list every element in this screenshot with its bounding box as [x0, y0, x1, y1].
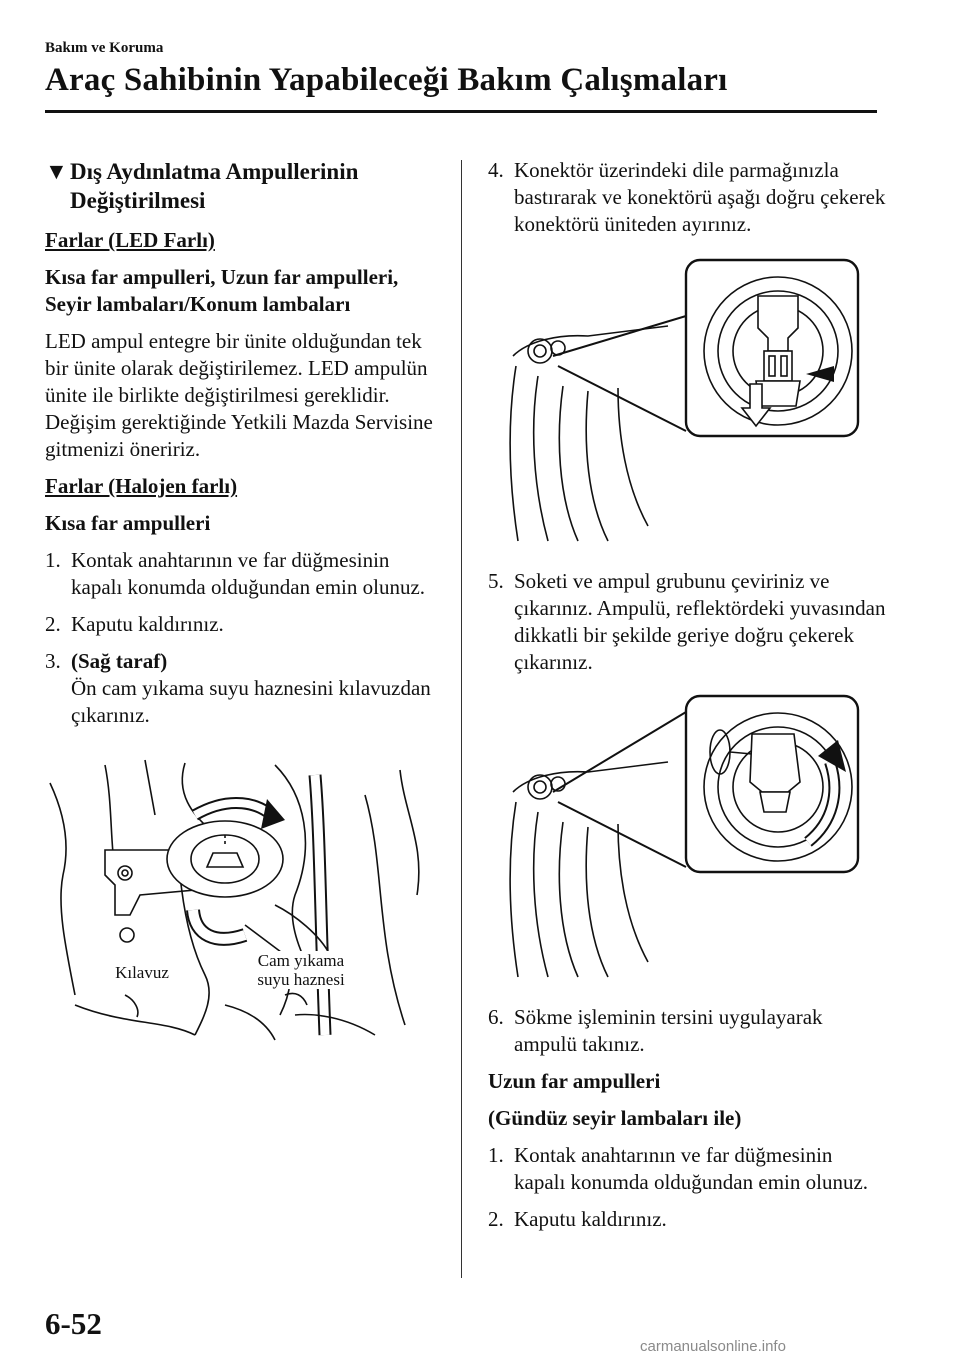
step-item: [45, 547, 445, 601]
step-text: Sökme işleminin tersini uygulayarak ampulü takınız.: [514, 1005, 823, 1056]
column-divider: [461, 160, 462, 1278]
title-rule: [45, 110, 877, 113]
reservoir-label: Cam yıkama suyu haznesi: [245, 951, 357, 989]
low-beam-title: Kısa far ampulleri: [45, 511, 211, 535]
step-text: Konektör üzerindeki dile parmağınızla bastırarak ve konektörü aşağı doğru çekerek konektörü üniteden ayırınız.: [514, 158, 886, 236]
triangle-marker-icon: ▼: [45, 159, 68, 184]
led-paragraph: LED ampul entegre bir ünite olduğundan tek bir ünite olarak değiştirilemez. LED ampulün ünite ile birlikte değiştirilmesi gereklidir. Değişim gerektiğinde Yetkili Mazda Servisine gitmenizi öneririz.: [45, 329, 433, 461]
washer-reservoir-figure: [45, 755, 445, 1045]
step-text: Kontak anahtarının ve far düğmesinin kapalı konumda olduğundan emin olunuz.: [71, 548, 426, 599]
step-item: [488, 1142, 888, 1196]
step-number: 6.: [488, 1005, 504, 1029]
section-heading-text: Dış Aydınlatma Ampullerinin Değiştirilmesi: [70, 159, 359, 213]
connector-illustration: [488, 256, 868, 546]
step-text: Kaputu kaldırınız.: [71, 612, 224, 636]
right-column: [488, 157, 888, 1243]
step-text: Ön cam yıkama suyu haznesini kılavuzdan çıkarınız.: [71, 676, 431, 727]
step-number: 1.: [45, 548, 61, 572]
step-number: 1.: [488, 1143, 504, 1167]
breadcrumb: Bakım ve Koruma: [45, 40, 164, 56]
step-side-label: (Sağ taraf): [71, 649, 168, 673]
page-number: 6-52: [45, 1306, 102, 1341]
left-column: [45, 157, 445, 1045]
page-title: Araç Sahibinin Yapabileceği Bakım Çalışmaları: [45, 62, 728, 98]
step-item: [488, 1004, 888, 1058]
guide-label: Kılavuz: [107, 963, 177, 982]
step-number: 4.: [488, 158, 504, 182]
connector-figure: [488, 256, 868, 546]
step-number: 5.: [488, 569, 504, 593]
led-bulbs-subtitle: Kısa far ampulleri, Uzun far ampulleri, Seyir lambaları/Konum lambaları: [45, 265, 399, 316]
step-number: 2.: [488, 1207, 504, 1231]
step-item: [488, 568, 888, 676]
step-number: 3.: [45, 649, 61, 673]
step-text-group: [71, 648, 445, 729]
high-beam-title: Uzun far ampulleri: [488, 1069, 661, 1093]
led-headlights-title: Farlar (LED Farlı): [45, 228, 215, 252]
step-item: [45, 648, 445, 729]
step-number: 2.: [45, 612, 61, 636]
step-item: [45, 611, 445, 638]
step-text: Kaputu kaldırınız.: [514, 1207, 667, 1231]
socket-rotate-figure: [488, 692, 868, 982]
step-text: Kontak anahtarının ve far düğmesinin kapalı konumda olduğundan emin olunuz.: [514, 1143, 869, 1194]
step-item: [488, 157, 888, 238]
washer-reservoir-illustration: [45, 755, 445, 1045]
step-item: [488, 1206, 888, 1233]
step-text: Soketi ve ampul grubunu çeviriniz ve çıkarınız. Ampulü, reflektördeki yuvasından dikkatli bir şekilde geriye doğru çekerek çıkarınız.: [514, 569, 886, 674]
watermark[interactable]: carmanualsonline.info: [640, 1338, 786, 1355]
halogen-headlights-title: Farlar (Halojen farlı): [45, 474, 238, 498]
socket-rotate-illustration: [488, 692, 868, 982]
section-heading: [45, 157, 445, 215]
high-beam-subtitle: (Gündüz seyir lambaları ile): [488, 1106, 742, 1130]
